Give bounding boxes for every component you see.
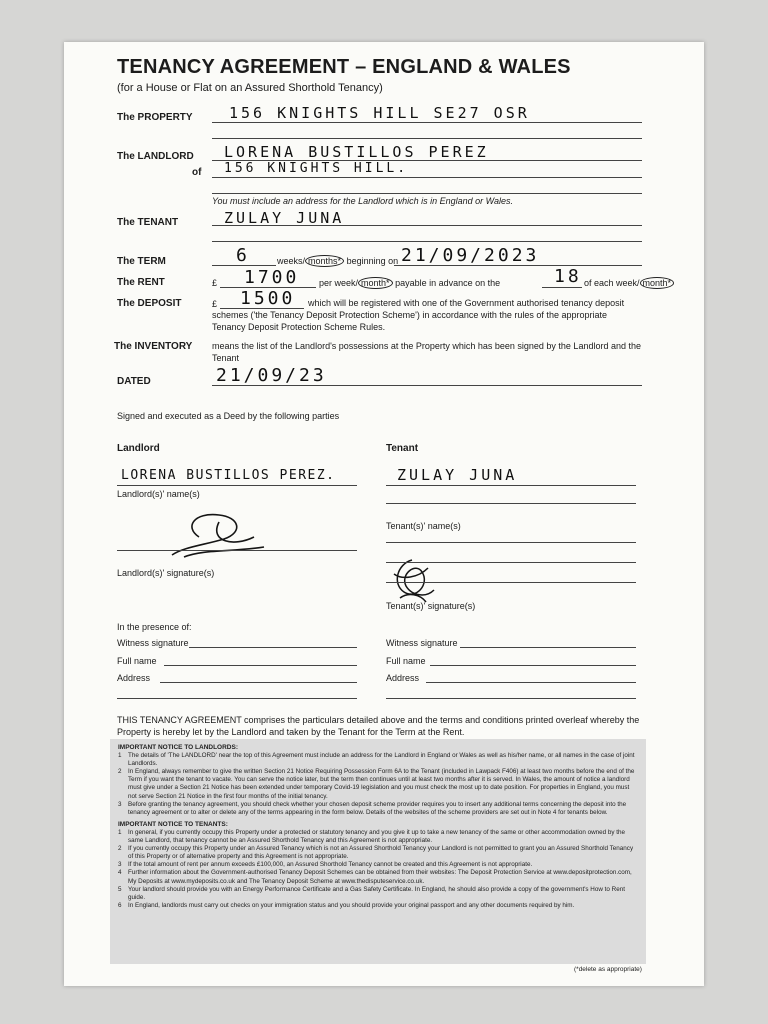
tenants-notice-item: 1 In general, if you currently occupy this Property under a protected or statutory tenancy and you give it up to take a new tenancy of the same or other accommodation owned by the same Landlord, that tenancy cannot be an Assured Shorthold Tenancy and this Agreement is not appropriate. bbox=[118, 828, 626, 845]
dated-line bbox=[212, 385, 642, 386]
term-beginning-label: beginning on bbox=[346, 256, 399, 266]
dated-value: 21/09/23 bbox=[216, 365, 327, 386]
tenant-names-label: Tenant(s)' name(s) bbox=[386, 521, 461, 531]
tenant-name-line-1 bbox=[386, 485, 636, 486]
document-subtitle: (for a House or Flat on an Assured Shorthold Tenancy) bbox=[117, 82, 383, 94]
landlords-notice-heading: IMPORTANT NOTICE TO LANDLORDS: bbox=[118, 744, 239, 751]
rent-each-week-option: of each week/ bbox=[584, 278, 640, 288]
landlords-notice-item: 3 Before granting the tenancy agreement, you should check whether your chosen deposit scheme provider requires you to insert any additional terms concerning the deposit into the tenancy agreement or to alter or delete any of the terms appearing in the form below. Details of the websites of the scheme providers are set out in Note 4 for tenants below. bbox=[118, 800, 627, 816]
landlord-of-label: of bbox=[192, 167, 202, 178]
property-label: The PROPERTY bbox=[117, 112, 193, 123]
inventory-text-2: Tenant bbox=[212, 353, 240, 363]
landlord-signature-label: Landlord(s)' signature(s) bbox=[117, 568, 215, 578]
tenant-signature-line-3 bbox=[386, 582, 636, 583]
tenant-signature-label: Tenant(s)' signature(s) bbox=[386, 601, 476, 611]
rent-per-week-option: per week/ bbox=[319, 278, 359, 288]
landlord-witness-address-line-2 bbox=[117, 698, 357, 699]
tenant-line-1 bbox=[212, 225, 642, 226]
landlord-heading: Landlord bbox=[117, 443, 160, 454]
deposit-label: The DEPOSIT bbox=[117, 298, 182, 309]
landlord-witness-signature-label: Witness signature bbox=[117, 638, 189, 648]
rent-month-option: month* bbox=[358, 277, 393, 289]
term-start-date: 21/09/2023 bbox=[401, 245, 540, 266]
rent-value: 1700 bbox=[244, 267, 300, 288]
tenant-name-line-2 bbox=[386, 503, 636, 504]
landlords-notice-item: 1 The details of 'The LANDLORD' near the top of this Agreement must include an address for the Landlord in England or Wales as well as his/her name, or all names in the case of joint Landlords. bbox=[118, 752, 635, 768]
property-line-2 bbox=[212, 138, 642, 139]
term-weeks-option: weeks/ bbox=[277, 256, 306, 266]
inventory-label: The INVENTORY bbox=[114, 341, 193, 352]
landlord-witness-address-label: Address bbox=[117, 673, 151, 683]
term-label: The TERM bbox=[117, 256, 166, 267]
execution-intro: Signed and executed as a Deed by the following parties bbox=[117, 411, 340, 421]
landlord-label: The LANDLORD bbox=[117, 151, 194, 162]
rent-payable-label: payable in advance on the bbox=[395, 278, 501, 288]
deposit-text-2: schemes ('the Tenancy Deposit Protection Scheme') in accordance with the rules of the appropriate bbox=[212, 310, 607, 320]
rent-payment-day: 18 bbox=[554, 266, 582, 287]
landlord-address-line-1 bbox=[212, 177, 642, 178]
agreement-statement-2: Property is hereby let by the Landlord and taken by the Tenant for the Term at the Rent. bbox=[117, 727, 465, 737]
document-page bbox=[64, 42, 704, 986]
important-notices-box bbox=[110, 739, 646, 964]
landlord-witness-name-label: Full name bbox=[117, 656, 157, 666]
tenant-label: The TENANT bbox=[117, 217, 179, 228]
tenant-witness-address-line-1 bbox=[426, 682, 636, 683]
deposit-currency: £ bbox=[212, 299, 218, 309]
landlord-address-value: 156 KNIGHTS HILL. bbox=[224, 161, 409, 176]
landlord-witness-name-line bbox=[164, 665, 357, 666]
tenant-heading: Tenant bbox=[386, 443, 419, 454]
landlord-address-note: You must include an address for the Landlord which is in England or Wales. bbox=[212, 196, 514, 206]
document-title: TENANCY AGREEMENT – ENGLAND & WALES bbox=[117, 56, 571, 78]
delete-footnote: (*delete as appropriate) bbox=[574, 966, 642, 973]
term-months-option: months* bbox=[305, 255, 344, 267]
landlord-signature bbox=[164, 507, 274, 567]
rent-each-month-option: month* bbox=[640, 277, 675, 289]
deposit-text-3: Tenancy Deposit Protection Scheme Rules. bbox=[212, 322, 386, 332]
landlord-names-label: Landlord(s)' name(s) bbox=[117, 489, 200, 499]
dated-label: DATED bbox=[117, 376, 151, 387]
presence-label: In the presence of: bbox=[117, 622, 192, 632]
agreement-statement-1: THIS TENANCY AGREEMENT comprises the particulars detailed above and the terms and conditions printed overleaf whereby the bbox=[117, 715, 640, 725]
rent-day-line bbox=[542, 287, 582, 288]
landlord-witness-signature-line bbox=[189, 647, 357, 648]
tenants-notice-item: 4 Further information about the Government-authorised Tenancy Deposit Schemes can be obtained from their websites: The Deposit Protection Service at www.depositprotection.com, My Deposits at www.mydeposits.co.uk and The Tenancy Deposit Scheme at www.thedisputeservice.co.uk. bbox=[118, 869, 632, 885]
landlord-address-line-2 bbox=[212, 193, 642, 194]
tenants-notice-item: 2 If you currently occupy this Property under an Assured Tenancy which is not an Assured Shorthold Tenancy your Landlord is not permitted to grant you an Assured Shorthold Tenancy of this Property or of alternative property and this Agreement is not appropriate. bbox=[118, 845, 634, 861]
tenant-witness-name-line bbox=[430, 665, 636, 666]
tenant-signature-line-2 bbox=[386, 562, 636, 563]
term-value: 6 bbox=[236, 245, 250, 266]
tenants-notice-heading: IMPORTANT NOTICE TO TENANTS: bbox=[118, 820, 228, 828]
tenants-notice-item: 6 In England, landlords must carry out checks on your immigration status and you should provide your original passport and any other documents required by him. bbox=[118, 901, 575, 909]
tenant-name-signed: ZULAY JUNA bbox=[397, 466, 518, 484]
tenant-signature-line-1 bbox=[386, 542, 636, 543]
deposit-value: 1500 bbox=[240, 288, 296, 309]
landlords-notice-item: 2 In England, always remember to give the written Section 21 Notice Requiring Possession Form 6A to the Tenant (included in Lawpack F406) at least two months before the end of the Term if you want the tenant to vacate. You can serve the notice later, but the term then continues until at least two months after it is served. In Wales, the amount of notice a landlord must give under a Section 21 Notice has been extended under temporary Covid-19 legislation and you must check the most up to date position. For properties in England, you must not serve Section 21 Notice in the first four months of the initial tenancy. bbox=[118, 768, 635, 800]
property-line-1 bbox=[212, 122, 642, 123]
tenant-witness-signature-label: Witness signature bbox=[386, 638, 458, 648]
deposit-value-line bbox=[220, 308, 304, 309]
term-date-line bbox=[394, 265, 642, 266]
inventory-text-1: means the list of the Landlord's possessions at the Property which has been signed by the Landlord and the bbox=[212, 341, 641, 351]
landlord-signature-line bbox=[117, 550, 357, 551]
term-value-line bbox=[212, 265, 276, 266]
tenant-witness-signature-line bbox=[460, 647, 636, 648]
tenants-notice-item: 3 If the total amount of rent per annum exceeds £100,000, an Assured Shorthold Tenancy cannot be created and this Agreement is not appropriate. bbox=[118, 861, 533, 869]
landlord-name-signed: LORENA BUSTILLOS PEREZ. bbox=[121, 468, 336, 483]
tenant-witness-address-label: Address bbox=[386, 673, 420, 683]
tenants-notice-item: 5 Your landlord should provide you with an Energy Performance Certificate and a Gas Safety Certificate. In England, he should also provide a copy of the government's How to Rent guide. bbox=[118, 885, 625, 901]
landlord-witness-address-line-1 bbox=[160, 682, 357, 683]
tenant-witness-address-line-2 bbox=[386, 698, 636, 699]
rent-label: The RENT bbox=[117, 277, 165, 288]
landlord-name-line bbox=[117, 485, 357, 486]
tenant-line-2 bbox=[212, 241, 642, 242]
deposit-text-1: which will be registered with one of the Government authorised tenancy deposit bbox=[308, 298, 625, 308]
rent-currency: £ bbox=[212, 278, 218, 288]
tenant-witness-name-label: Full name bbox=[386, 656, 426, 666]
property-value: 156 KNIGHTS HILL SE27 OSR bbox=[229, 104, 530, 122]
landlord-value: LORENA BUSTILLOS PEREZ bbox=[224, 143, 489, 161]
tenant-value: ZULAY JUNA bbox=[224, 209, 345, 227]
